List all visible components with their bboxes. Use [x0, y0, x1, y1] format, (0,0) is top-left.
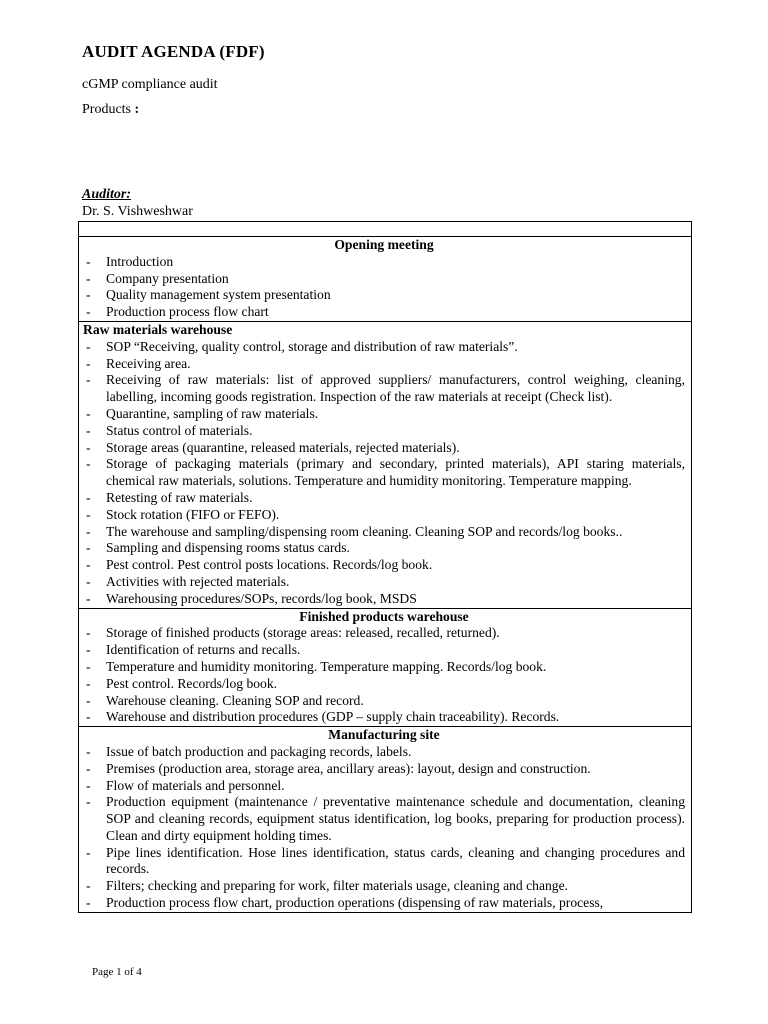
list-item: - Stock rotation (FIFO or FEFO).	[83, 507, 685, 524]
list-item: - Issue of batch production and packaging records, labels.	[83, 744, 685, 761]
list-item: - Temperature and humidity monitoring. Temperature mapping. Records/log book.	[83, 659, 685, 676]
list-item: - Introduction	[83, 254, 685, 271]
list-item: - Storage of packaging materials (primary and secondary, printed materials), API staring materials, chemical raw materials, solutions. Temperature and humidity monitoring. Temperature mapping.	[83, 456, 685, 490]
list-item: - Sampling and dispensing rooms status cards.	[83, 540, 685, 557]
products-colon: :	[134, 102, 140, 117]
agenda-empty-cell	[79, 222, 692, 237]
agenda-section-cell	[79, 321, 692, 608]
list-item: - Production process flow chart, production operations (dispensing of raw materials, process,	[83, 895, 685, 912]
list-item: - Production process flow chart	[83, 304, 685, 321]
list-item: - SOP “Receiving, quality control, storage and distribution of raw materials”.	[83, 339, 685, 356]
list-item: - Pest control. Records/log book.	[83, 676, 685, 693]
list-item: - Receiving area.	[83, 356, 685, 373]
list-item: - Pipe lines identification. Hose lines identification, status cards, cleaning and changing procedures and records.	[83, 845, 685, 879]
agenda-section	[79, 237, 692, 322]
section-heading: Opening meeting	[334, 237, 434, 252]
products-label: Products	[82, 102, 131, 117]
list-item: - Quality management system presentation	[83, 287, 685, 304]
list-item: - Pest control. Pest control posts locations. Records/log book.	[83, 557, 685, 574]
list-item: - Activities with rejected materials.	[83, 574, 685, 591]
section-item-list	[83, 625, 685, 726]
section-item-list	[83, 254, 685, 321]
list-item: - Warehousing procedures/SOPs, records/log book, MSDS	[83, 591, 685, 608]
list-item: - Company presentation	[83, 271, 685, 288]
section-heading: Raw materials warehouse	[83, 321, 233, 337]
list-item: - Storage of finished products (storage areas: released, recalled, returned).	[83, 625, 685, 642]
agenda-section	[79, 321, 692, 608]
products-line	[82, 102, 139, 118]
list-item: - Identification of returns and recalls.	[83, 642, 685, 659]
document-subtitle: cGMP compliance audit	[82, 77, 218, 92]
section-heading: Manufacturing site	[328, 727, 440, 743]
list-item: - Filters; checking and preparing for work, filter materials usage, cleaning and change.	[83, 878, 685, 895]
section-item-list	[83, 339, 685, 608]
document-title: AUDIT AGENDA (FDF)	[82, 42, 265, 61]
auditor-label: Auditor:	[82, 187, 132, 202]
list-item: - Warehouse and distribution procedures (GDP – supply chain traceability). Records.	[83, 709, 685, 726]
list-item: - Flow of materials and personnel.	[83, 778, 685, 795]
agenda-section-cell	[79, 727, 692, 913]
auditor-name: Dr. S. Vishweshwar	[82, 204, 193, 219]
agenda-table	[78, 221, 692, 913]
agenda-section	[79, 608, 692, 727]
list-item: - Status control of materials.	[83, 423, 685, 440]
list-item: - Retesting of raw materials.	[83, 490, 685, 507]
list-item: - Premises (production area, storage area, ancillary areas): layout, design and construction.	[83, 761, 685, 778]
list-item: - Receiving of raw materials: list of approved suppliers/ manufacturers, control weighing, cleaning, labelling, incoming goods registration. Inspection of the raw materials at receipt (Check list).	[83, 372, 685, 406]
agenda-section-cell	[79, 237, 692, 322]
agenda-section-cell	[79, 608, 692, 727]
list-item: - Quarantine, sampling of raw materials.	[83, 406, 685, 423]
list-item: - The warehouse and sampling/dispensing room cleaning. Cleaning SOP and records/log books..	[83, 524, 685, 541]
list-item: - Production equipment (maintenance / preventative maintenance schedule and documentation, cleaning SOP and cleaning records, equipment status identification, log books, preparing for production process). Clean and dirty equipment holding times.	[83, 794, 685, 844]
section-item-list	[83, 744, 685, 912]
list-item: - Storage areas (quarantine, released materials, rejected materials).	[83, 440, 685, 457]
section-heading: Finished products warehouse	[299, 608, 469, 624]
page-number: Page 1 of 4	[92, 966, 142, 978]
list-item: - Warehouse cleaning. Cleaning SOP and record.	[83, 693, 685, 710]
agenda-section	[79, 727, 692, 913]
agenda-empty-row	[79, 222, 692, 237]
